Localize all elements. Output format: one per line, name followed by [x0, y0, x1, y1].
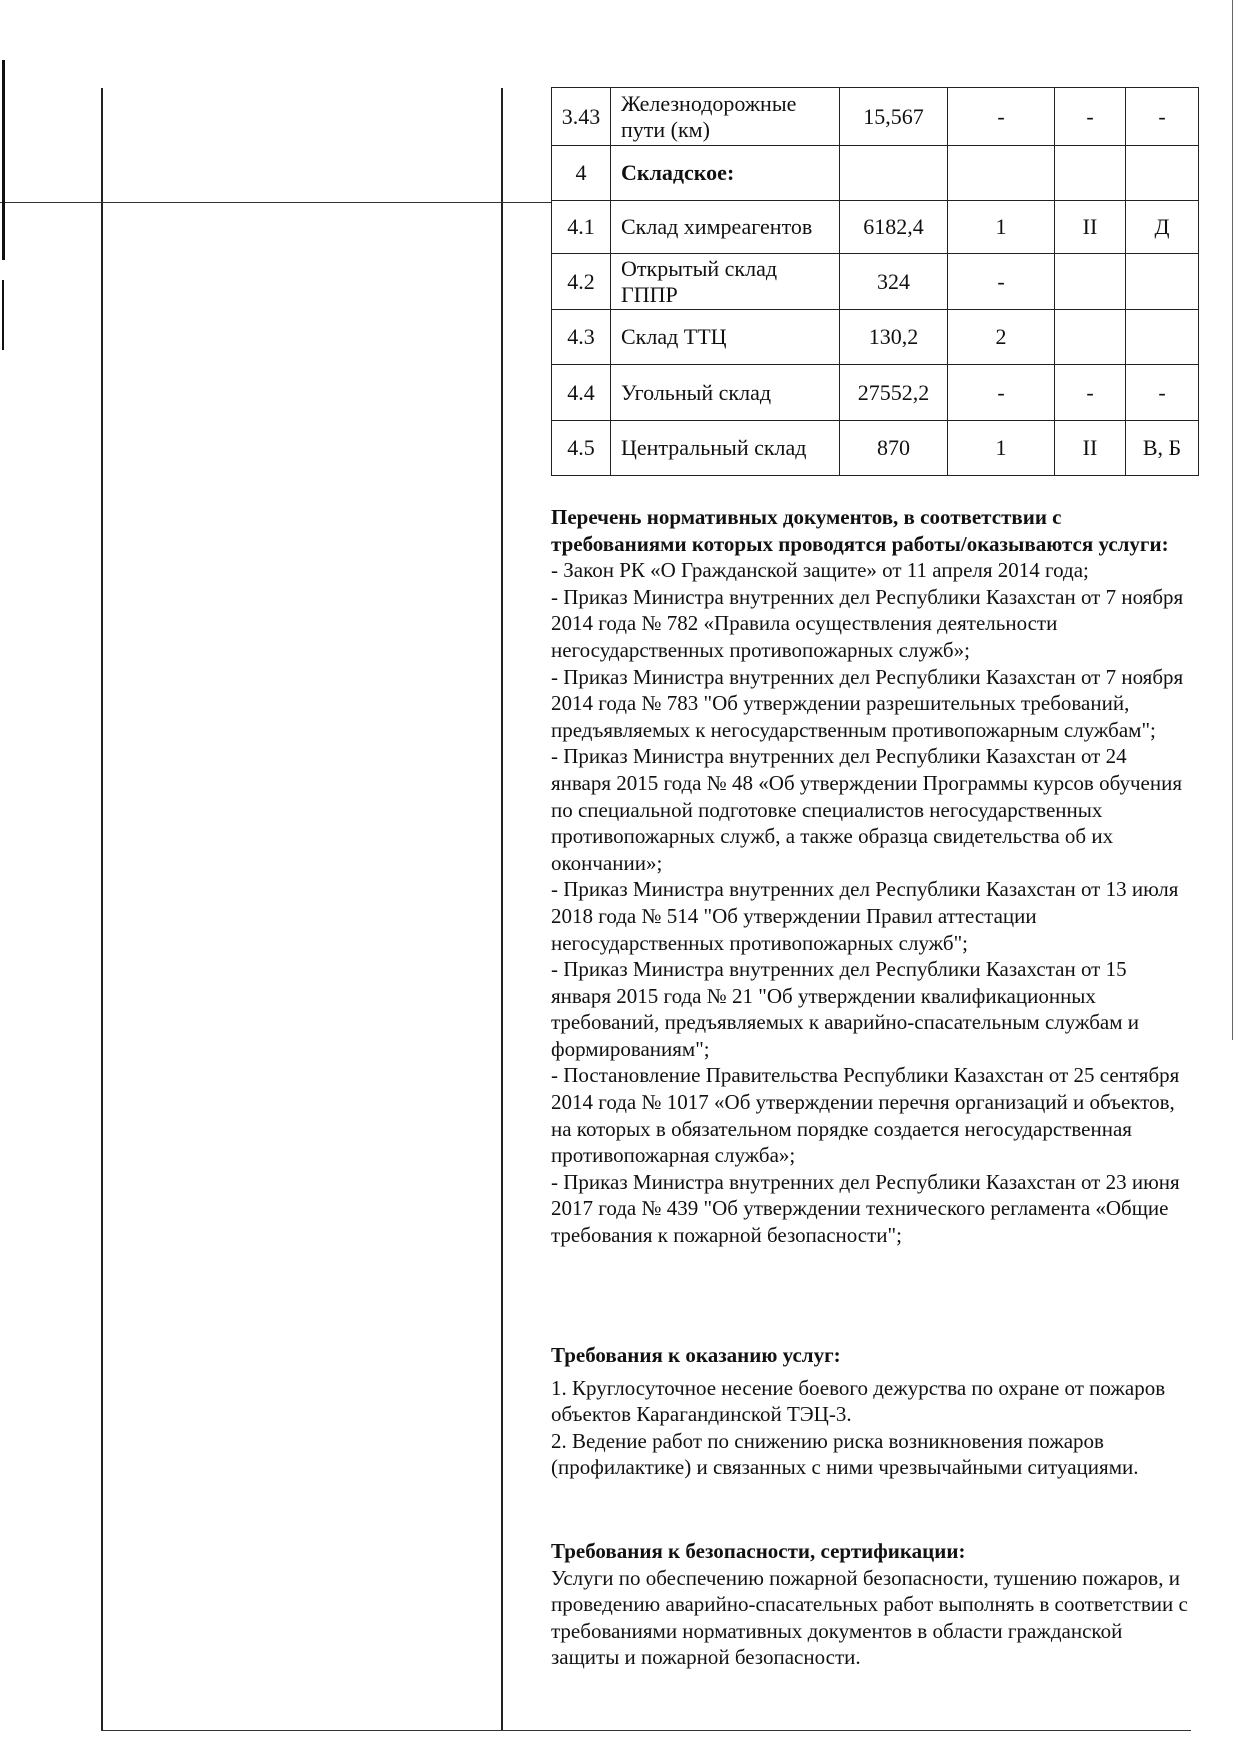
column-5-value: [1055, 254, 1126, 310]
normative-item: - Постановление Правительства Республики Казахстан от 25 сентября 2014 года № 1017 «Об утверждении перечня организаций и объектов, на которых в обязательном порядке создается негосударственная противопожарная служба»;: [551, 1063, 1180, 1168]
facility-name: Складское:: [611, 146, 840, 201]
facility-name: Склад ТТЦ: [611, 310, 840, 365]
table-row-divider-line: [0, 202, 551, 203]
row-number: 4.3: [552, 310, 611, 365]
safety-text: Услуги по обеспечению пожарной безопасности, тушению пожаров, и проведению аварийно-спасательных работ выполнять в соответствии с требованиями нормативных документов в области гражданской защиты и пожарной безопасности.: [551, 1565, 1188, 1670]
facility-value: 27552,2: [840, 365, 948, 421]
safety-requirements-section: [551, 1538, 1191, 1671]
facility-value: 324: [840, 254, 948, 310]
bottom-border-line: [101, 1730, 1191, 1731]
service-item: 2. Ведение работ по снижению риска возникновения пожаров (профилактике) и связанных с ними чрезвычайными ситуациями.: [551, 1428, 1139, 1480]
normative-heading: Перечень нормативных документов, в соответствии с требованиями которых проводятся работы/оказываются услуги:: [551, 505, 1169, 556]
normative-item: - Приказ Министра внутренних дел Республики Казахстан от 7 ноября 2014 года № 783 "Об утверждении разрешительных требований, предъявляемых к негосударственным противопожарным службам";: [551, 664, 1184, 742]
row-number: 3.43: [552, 88, 611, 146]
service-requirements-section: [551, 1342, 1191, 1481]
column-6-value: [1126, 146, 1199, 201]
facilities-table: [551, 87, 1199, 476]
normative-item: - Закон РК «О Гражданской защите» от 11 апреля 2014 года;: [551, 558, 1089, 583]
row-number: 4.4: [552, 365, 611, 421]
column-4-value: -: [948, 365, 1055, 421]
column-6-value: [1126, 310, 1199, 365]
normative-item: - Приказ Министра внутренних дел Республики Казахстан от 13 июля 2018 года № 514 "Об утверждении Правил аттестации негосударственных противопожарных служб";: [551, 877, 1179, 955]
right-edge-scan-line: [1232, 0, 1233, 1040]
column-5-value: [1055, 146, 1126, 201]
normative-item: - Приказ Министра внутренних дел Республики Казахстан от 23 июня 2017 года № 439 "Об утверждении технического регламента «Общие требования к пожарной безопасности";: [551, 1169, 1180, 1248]
column-5-value: -: [1055, 88, 1126, 146]
facility-name: Железнодорожные пути (км): [611, 88, 840, 146]
table-row: [552, 421, 1199, 476]
column-6-value: -: [1126, 88, 1199, 146]
table-row: [552, 254, 1199, 310]
table-row: [552, 146, 1199, 201]
row-number: 4: [552, 146, 611, 201]
scan-artifact: [2, 280, 4, 350]
facility-name: Центральный склад: [611, 421, 840, 476]
column-4-value: [948, 146, 1055, 201]
left-column-border: [101, 88, 103, 1730]
table-row: [552, 88, 1199, 146]
column-5-value: II: [1055, 201, 1126, 254]
normative-item: - Приказ Министра внутренних дел Республики Казахстан от 15 января 2015 года № 21 "Об утверждении квалификационных требований, предъявляемых к аварийно-спасательным службам и формированиям";: [551, 957, 1139, 1061]
facility-name: Склад химреагентов: [611, 201, 840, 254]
column-6-value: -: [1126, 365, 1199, 421]
column-5-value: -: [1055, 365, 1126, 421]
column-5-value: II: [1055, 421, 1126, 476]
table-row: [552, 310, 1199, 365]
normative-documents-section: [551, 504, 1191, 1249]
row-number: 4.1: [552, 201, 611, 254]
middle-column-border: [501, 88, 503, 1730]
column-5-value: [1055, 310, 1126, 365]
service-item: 1. Круглосуточное несение боевого дежурства по охране от пожаров объектов Карагандинской ТЭЦ-3.: [551, 1375, 1166, 1427]
column-4-value: 1: [948, 421, 1055, 476]
column-6-value: [1126, 254, 1199, 310]
normative-item: - Приказ Министра внутренних дел Республики Казахстан от 7 ноября 2014 года № 782 «Правила осуществления деятельности негосударственных противопожарных служб»;: [551, 584, 1184, 662]
column-4-value: -: [948, 254, 1055, 310]
facility-value: 6182,4: [840, 201, 948, 254]
row-number: 4.2: [552, 254, 611, 310]
row-number: 4.5: [552, 421, 611, 476]
facility-value: [840, 146, 948, 201]
services-heading: Требования к оказанию услуг:: [551, 1343, 841, 1367]
facility-value: 130,2: [840, 310, 948, 365]
facility-name: Угольный склад: [611, 365, 840, 421]
scan-artifact: [2, 60, 5, 260]
column-4-value: 2: [948, 310, 1055, 365]
column-6-value: Д: [1126, 201, 1199, 254]
column-4-value: -: [948, 88, 1055, 146]
table-row: [552, 365, 1199, 421]
facility-value: 15,567: [840, 88, 948, 146]
column-4-value: 1: [948, 201, 1055, 254]
facility-name: Открытый склад ГППР: [611, 254, 840, 310]
safety-heading: Требования к безопасности, сертификации:: [551, 1539, 966, 1563]
table-row: [552, 201, 1199, 254]
normative-item: - Приказ Министра внутренних дел Республики Казахстан от 24 января 2015 года № 48 «Об утверждении Программы курсов обучения по специальной подготовке специалистов негосударственных противопожарных служб, а также образца свидетельства об их окончании»;: [551, 744, 1182, 875]
column-6-value: В, Б: [1126, 421, 1199, 476]
facility-value: 870: [840, 421, 948, 476]
